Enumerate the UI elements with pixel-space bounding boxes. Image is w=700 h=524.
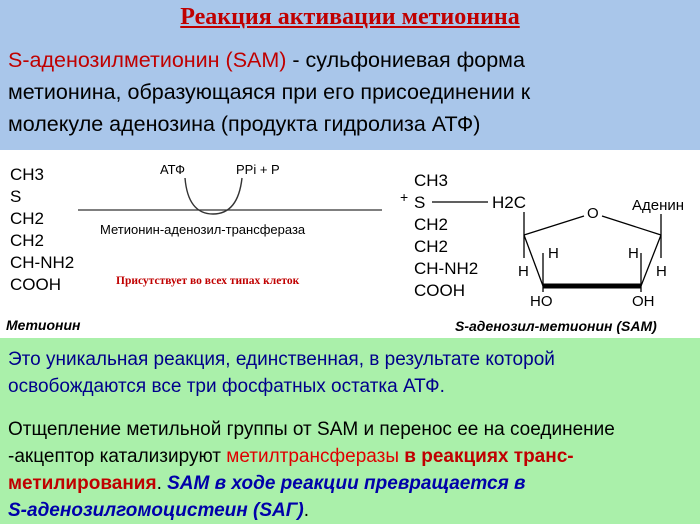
intro-panel <box>0 0 700 150</box>
ring-ho: HO <box>530 293 553 310</box>
enzyme-note: Присутствует во всех типах клеток <box>116 275 300 287</box>
methionine-line: CH-NH2 <box>10 253 75 272</box>
sam-line: CH2 <box>414 237 449 256</box>
atp-arc <box>185 178 242 214</box>
methionine-line: CH3 <box>10 165 45 184</box>
atp-label: АТФ <box>160 162 186 177</box>
sam-plus-sign: + <box>400 189 409 205</box>
sam-conversion-text: SAM в ходе реакции превращается в <box>167 473 526 494</box>
transmethylation-term: метилирования <box>8 473 157 494</box>
byproducts-label: PPi + P <box>236 162 280 177</box>
methyltransfer-paragraph <box>8 416 692 524</box>
para2-text: . <box>156 473 168 494</box>
ring-h: H <box>518 263 529 280</box>
reaction-svg <box>0 150 700 338</box>
methionine-line: COOH <box>10 275 61 294</box>
ring-oxygen: O <box>587 205 599 222</box>
ring-h: H <box>628 245 639 262</box>
sam-line: CH-NH2 <box>414 259 479 278</box>
reaction-diagram <box>0 150 700 338</box>
ribose-ring <box>524 212 661 292</box>
transmethylation-term: в реакциях транс- <box>398 446 574 467</box>
para1-line1: Это уникальная реакция, единственная, в результате которой <box>8 349 555 370</box>
para1-line2: освобождаются все три фосфатных остатка АТФ. <box>8 376 445 397</box>
h2c-label: H2C <box>492 193 527 212</box>
enzyme-label: Метионин-аденозил-трансфераза <box>100 222 306 237</box>
methyltransferases-term: метилтрансферазы <box>226 446 399 467</box>
intro-rest-line1: - сульфониевая форма <box>286 48 525 72</box>
methionine-line: S <box>10 187 22 206</box>
slide-title: Реакция активации метионина <box>180 4 520 30</box>
para2-text: -акцептор катализируют <box>8 446 227 467</box>
ring-h: H <box>548 245 559 262</box>
sam-formula <box>414 171 478 300</box>
sam-term: S-аденозилметионин (SAM) <box>8 48 287 72</box>
sam-line: S <box>414 193 426 212</box>
sam-line: CH2 <box>414 215 449 234</box>
uniqueness-paragraph <box>8 346 692 400</box>
sam-label: S-аденозил-метионин (SAM) <box>455 318 657 334</box>
para2-text: Отщепление метильной группы от SAM и перенос ее на соединение <box>8 419 615 440</box>
ring-h: H <box>656 263 667 280</box>
ring-oh: OH <box>632 293 655 310</box>
explanation-panel <box>0 338 700 524</box>
para2-text: . <box>303 500 310 521</box>
adenine-label: Аденин <box>632 197 685 214</box>
methionine-line: CH2 <box>10 231 45 250</box>
intro-line3: молекуле аденозина (продукта гидролиза АТФ) <box>8 112 481 136</box>
methionine-formula <box>10 165 74 294</box>
sah-term: S-аденозилгомоцистеин (SAГ) <box>8 500 304 521</box>
methionine-label: Метионин <box>6 317 81 333</box>
intro-text <box>8 44 692 140</box>
methionine-line: CH2 <box>10 209 45 228</box>
sam-line: COOH <box>414 281 465 300</box>
sam-line: CH3 <box>414 171 449 190</box>
intro-line2: метионина, образующаяся при его присоединении к <box>8 80 531 104</box>
